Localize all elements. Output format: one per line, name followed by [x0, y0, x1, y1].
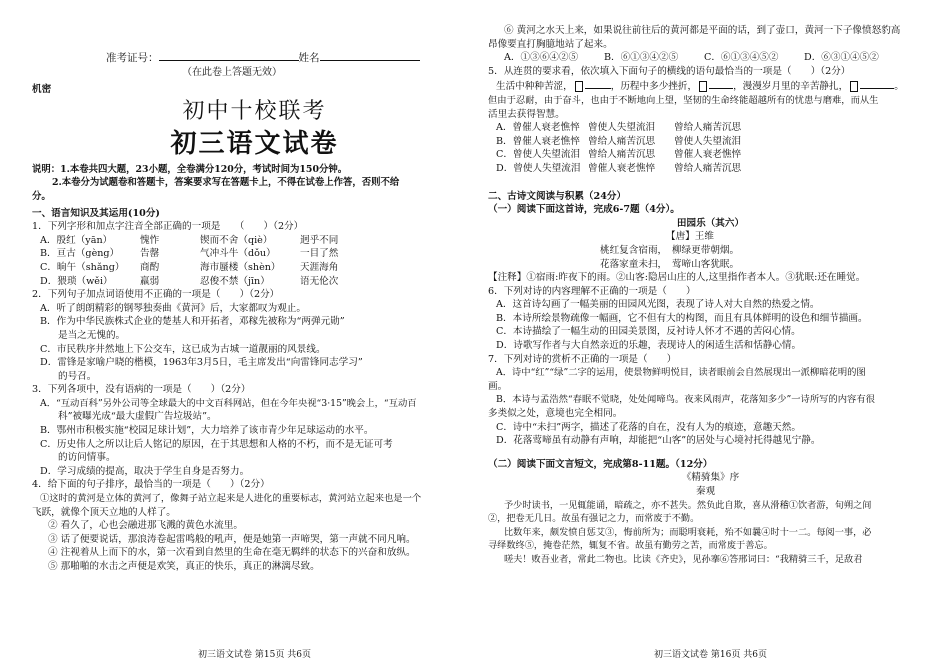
q5-a-1: A．曾催人衰老憔悴	[496, 122, 580, 134]
q6-option-c[interactable]: C．本诗描绘了一幅生动的田园美景图，反衬诗人怀才不遇的苦闷心情。	[496, 326, 801, 338]
q5-d-2: 曾催人衰老憔悴	[588, 162, 656, 174]
left-page	[32, 0, 477, 671]
prose-line-2: ②，把卷无几日。故虽有强记之力，而常废于不勤。	[488, 513, 700, 525]
q2-option-b-cont: 是当之无愧的。	[58, 329, 126, 341]
q4-option-d[interactable]: D．⑥③①④⑤②	[804, 52, 879, 64]
q1-b-3: 气冲斗牛（dǒu）	[200, 248, 276, 260]
q4-option-c[interactable]: C．⑥①③④⑤②	[704, 52, 779, 64]
q5-passage-line-3: 活里去获得智慧。	[488, 108, 565, 120]
prose-line-1: 予少时读书，一见辄能诵，暗疏之，亦不甚失。然负此自欺，喜从滑稽①饮者游，旬朔之间	[504, 499, 872, 511]
q1-d-1: D．猥琐（wěi）	[40, 275, 113, 287]
q1-b-4: 一目了然	[300, 248, 339, 260]
q7-option-a-cont: 画。	[488, 380, 508, 392]
q1-option-a[interactable]	[32, 234, 477, 248]
q4-sentence-6-cont: 昂像要直打胸臆地站了起来。	[488, 38, 613, 50]
q7-option-b-cont: 多类似之处，意境也完全相同。	[488, 408, 623, 420]
q5-box-2	[699, 81, 707, 92]
q1-option-d[interactable]	[32, 275, 477, 289]
q5-b-1: B．曾催人衰老憔悴	[496, 135, 580, 147]
q4-sentence-4: ④ 注视着从上而下的水，第一次看到自然里的生命在毫无羁绊的状态下的兴奋和放纵。	[48, 547, 416, 559]
q5-c-1: C．曾使人失望流泪	[496, 149, 581, 161]
q3-stem: 3．下列各项中，没有语病的一项是（ ）（2分）	[32, 384, 251, 396]
q1-c-2: 商酌	[140, 261, 160, 273]
q1-d-3: 忍俊不禁（jīn）	[200, 275, 270, 287]
q4-sentence-1-cont: 飞跃，就像个顶天立地的人样了。	[32, 506, 176, 518]
q4-option-a[interactable]: A．①③⑥④②⑤	[504, 52, 579, 64]
poem-author: 【唐】王维	[666, 231, 714, 243]
q7-stem: 7．下列对诗的赏析不正确的一项是（ ）	[488, 353, 677, 365]
q4-options	[488, 51, 933, 65]
q4-option-b[interactable]: B．⑥①③④②⑤	[604, 52, 679, 64]
subsection-1-heading: （一）阅读下面这首诗，完成6-7题（4分）。	[488, 204, 680, 216]
left-footer: 初三语文试卷 第15页 共6页	[198, 650, 311, 661]
q7-option-a[interactable]: A．诗中“红”“绿”二字的运用，使景物鲜明悦目，读者眼前会自然展现出一派柳暗花明的图	[496, 367, 866, 379]
header-note: （在此卷上答题无效）	[182, 66, 282, 78]
name-label: 姓名	[298, 52, 320, 64]
q5-d-3: 曾给人痛苦沉思	[674, 162, 742, 174]
q5-text-2: ，历程中多少挫折，	[610, 81, 698, 93]
q3-option-a[interactable]: A．“互动百科”另外公司等全球最大的中文百科网站，但在今年央视“3·15”晚会上，“互动百	[40, 397, 417, 409]
q3-option-c-cont: 的访问情事。	[58, 452, 116, 464]
q5-option-d[interactable]	[488, 162, 933, 176]
note-line-1: 说明：1.本卷共四大题，23小题，全卷满分120分，考试时间为150分钟。	[32, 163, 348, 175]
exam-id-label: 准考证号：	[106, 52, 159, 64]
q5-b-2: 曾给人痛苦沉思	[588, 135, 656, 147]
right-footer: 初三语文试卷 第16页 共6页	[654, 650, 767, 661]
prose-line-3: 比数年来，颇发愤自惩艾③，悔前所为；而聪明衰耗，殆不如曩④时十一二。每阅一事，必	[504, 526, 872, 538]
q6-stem: 6．下列对诗的内容理解不正确的一项是（ ）	[488, 285, 696, 297]
q5-option-a[interactable]	[488, 121, 933, 135]
q5-option-b[interactable]	[488, 135, 933, 149]
q5-c-2: 曾给人痛苦沉思	[588, 149, 656, 161]
name-blank[interactable]	[320, 50, 420, 61]
q1-c-1: C．晌午（shǎng）	[40, 261, 125, 273]
q7-option-b[interactable]: B．本诗与孟浩然“春眠不觉晓，处处闻啼鸟。夜来风雨声，花落知多少”一诗所写的内容有很	[496, 394, 875, 406]
q5-blank-3[interactable]	[860, 78, 894, 89]
q3-option-a-cont: 科”被曝光成“最大虚假广告垃圾站”。	[58, 411, 217, 423]
q1-a-1: A．殷红（yān）	[40, 234, 113, 246]
q1-option-c[interactable]	[32, 261, 477, 275]
q3-option-b[interactable]: B．鄂州市积极实施“校园足球计划”，大力培养了该市青少年足球运动的水平。	[40, 425, 374, 437]
q2-option-d-cont: 的号召。	[58, 370, 97, 382]
q6-option-a[interactable]: A．这首诗勾画了一幅美丽的田园风光图，表现了诗人对大自然的热爱之情。	[496, 299, 820, 311]
poem-line-1: 桃红复含宿雨， 柳绿更带朝烟。	[600, 244, 740, 256]
q1-a-4: 迥乎不同	[300, 234, 339, 246]
q5-option-c[interactable]	[488, 148, 933, 162]
q4-sentence-2: ② 看久了，心也会融进那飞溅的黄色水流里。	[48, 520, 243, 532]
q4-sentence-5: ⑤ 那啪啪的水击之声便是欢笑，真正的快乐，真正的淋漓尽致。	[48, 561, 320, 572]
q1-c-4: 天涯海角	[300, 261, 339, 273]
q5-passage-line-1	[488, 78, 933, 94]
q2-stem: 2．下列句子加点词语使用不正确的一项是（ ）（2分）	[32, 289, 280, 301]
q6-option-b[interactable]: B．本诗所绘景物疏像一幅画，它不但有大的构图，而且有具体鲜明的设色和细节描画。	[496, 312, 868, 324]
exam-title-2: 初三语文试卷	[170, 128, 339, 159]
q4-stem: 4．给下面的句子排序，最恰当的一项是（ ）（2分）	[32, 479, 270, 491]
q1-stem: 1．下列字形和加点字注音全部正确的一项是 （ ）（2分）	[32, 221, 304, 233]
q5-a-3: 曾给人痛苦沉思	[674, 122, 742, 134]
prose-author: 秦观	[696, 486, 716, 497]
q1-options	[32, 234, 477, 288]
poem-title: 田园乐（其六）	[676, 217, 745, 229]
q2-option-c[interactable]: C．市民秩序井然地上下公交车，这已成为古城一道靓丽的风景线。	[40, 343, 326, 355]
q5-blank-2[interactable]	[709, 78, 733, 89]
q1-c-3: 海市蜃楼（shèn）	[200, 261, 281, 273]
note-line-2: 2.本卷分为试题卷和答题卡，答案要求写在答题卡上，不得在试卷上作答，否则不给	[52, 177, 400, 189]
q1-option-b[interactable]	[32, 247, 477, 261]
q5-c-3: 曾催人衰老憔悴	[674, 149, 742, 161]
q5-box-1	[575, 81, 583, 92]
q5-blank-1[interactable]	[585, 78, 611, 89]
prose-line-4: 寻绎数终⑤，掩卷茫然，辄复不省。故虽有勤劳之苦，而常废于善忘。	[488, 540, 773, 552]
q1-a-2: 愧怍	[140, 234, 160, 246]
q4-sentence-3: ③ 话了便要说话，那浪涛卷起雷鸣般的吼声，便是她第一声啼哭，第一声就不同凡响。	[48, 533, 416, 545]
right-page	[488, 0, 933, 671]
prose-line-5: 嗟夫！败吾业者，常此二物也。比读《齐史》，见孙搴⑥答邢词曰：“我精骑三千，足敌君	[504, 553, 863, 565]
q5-box-3	[850, 81, 858, 92]
q7-option-c[interactable]: C．诗中“未扫”两字，描述了花落的自在，没有人为的痕迹，意趣天然。	[496, 421, 801, 433]
poem-note: 【注释】①宿雨:昨夜下的雨。②山客:隐居山庄的人,这里指作者本人。③犹眠:还在睡觉。	[488, 272, 866, 284]
q2-option-b[interactable]: B．作为中华民族株式企业的楚基人和开拓者，邓稼先被称为“两弹元勋”	[40, 316, 345, 328]
q7-option-d[interactable]: D．花落莺啼虽有动静有声响，却能把“山客”的居处与心境衬托得越见宁静。	[496, 435, 821, 447]
poem-line-2: 花落家童未扫， 莺啼山客犹眠。	[600, 258, 740, 270]
q3-option-c[interactable]: C．历史伟人之所以让后人铭记的原因，在于其思想和人格的不朽，而不是无证可考	[40, 438, 393, 450]
q5-a-2: 曾使人失望流泪	[588, 122, 656, 134]
q5-text-1: 生活中种种苦涩，	[496, 81, 573, 93]
secret-label: 机密	[32, 84, 52, 96]
q3-option-d[interactable]: D．学习成绩的提高，取决于学生自身是否努力。	[40, 465, 250, 477]
q5-text-3: ，漫漫岁月里的辛苦静扎，	[733, 81, 849, 93]
q5-d-1: D．曾使人失望流泪	[496, 162, 581, 174]
section-2-heading: 二、古诗文阅读与积累（24分）	[488, 190, 627, 202]
q5-b-3: 曾使人失望流泪	[674, 135, 742, 147]
exam-id-blank[interactable]	[159, 50, 299, 61]
q6-option-d[interactable]: D．诗歌写作者与大自然亲近的乐趣，表现诗人的闲适生活和恬静心情。	[496, 340, 802, 352]
q1-d-4: 语无伦次	[300, 275, 339, 287]
q2-option-a[interactable]: A．听了朗朗精彩的钢琴独奏曲《黄河》后，大家都叹为观止。	[40, 302, 306, 314]
q4-sentence-6: ⑥ 黄河之水天上来，如果说往前往后的黄河都是平面的话，到了壶口，黄河一下子像愤怒豹高	[504, 25, 901, 36]
q5-text-4: 。	[894, 81, 904, 93]
exam-title-1: 初中十校联考	[182, 98, 327, 124]
note-line-3: 分。	[32, 190, 51, 202]
q4-sentence-1: ①这时的黄河是立体的黄河了，像舞子站立起来是人进化的重要标志，黄河站立起来也是一个	[40, 493, 422, 505]
exam-id-line	[32, 50, 477, 66]
q1-b-2: 告罄	[140, 248, 160, 260]
q1-a-3: 锲而不舍（qiè）	[200, 234, 273, 246]
q5-passage-line-2: 但由于忍耐，由于奋斗，也由于不断地向上望，坚韧的生命终能超越所有的忧患与磨难，而从生	[488, 94, 879, 106]
q1-b-1: B．亘古（gèng）	[40, 248, 120, 260]
q2-option-d[interactable]: D．雷锋是家喻户晓的楷模，1963年3月5日，毛主席发出“向雷锋同志学习”	[40, 357, 363, 369]
q1-d-2: 羸弱	[140, 275, 160, 287]
section-1-heading: 一、语言知识及其运用(10分)	[32, 207, 160, 219]
prose-title: 《精骑集》序	[681, 472, 740, 484]
subsection-2-heading: （二）阅读下面文言短文，完成第8-11题。（12分）	[488, 458, 713, 470]
q5-stem: 5．从连贯的要求看，依次填入下面句子的横线的语句最恰当的一项是（ ）（2分）	[488, 65, 851, 77]
